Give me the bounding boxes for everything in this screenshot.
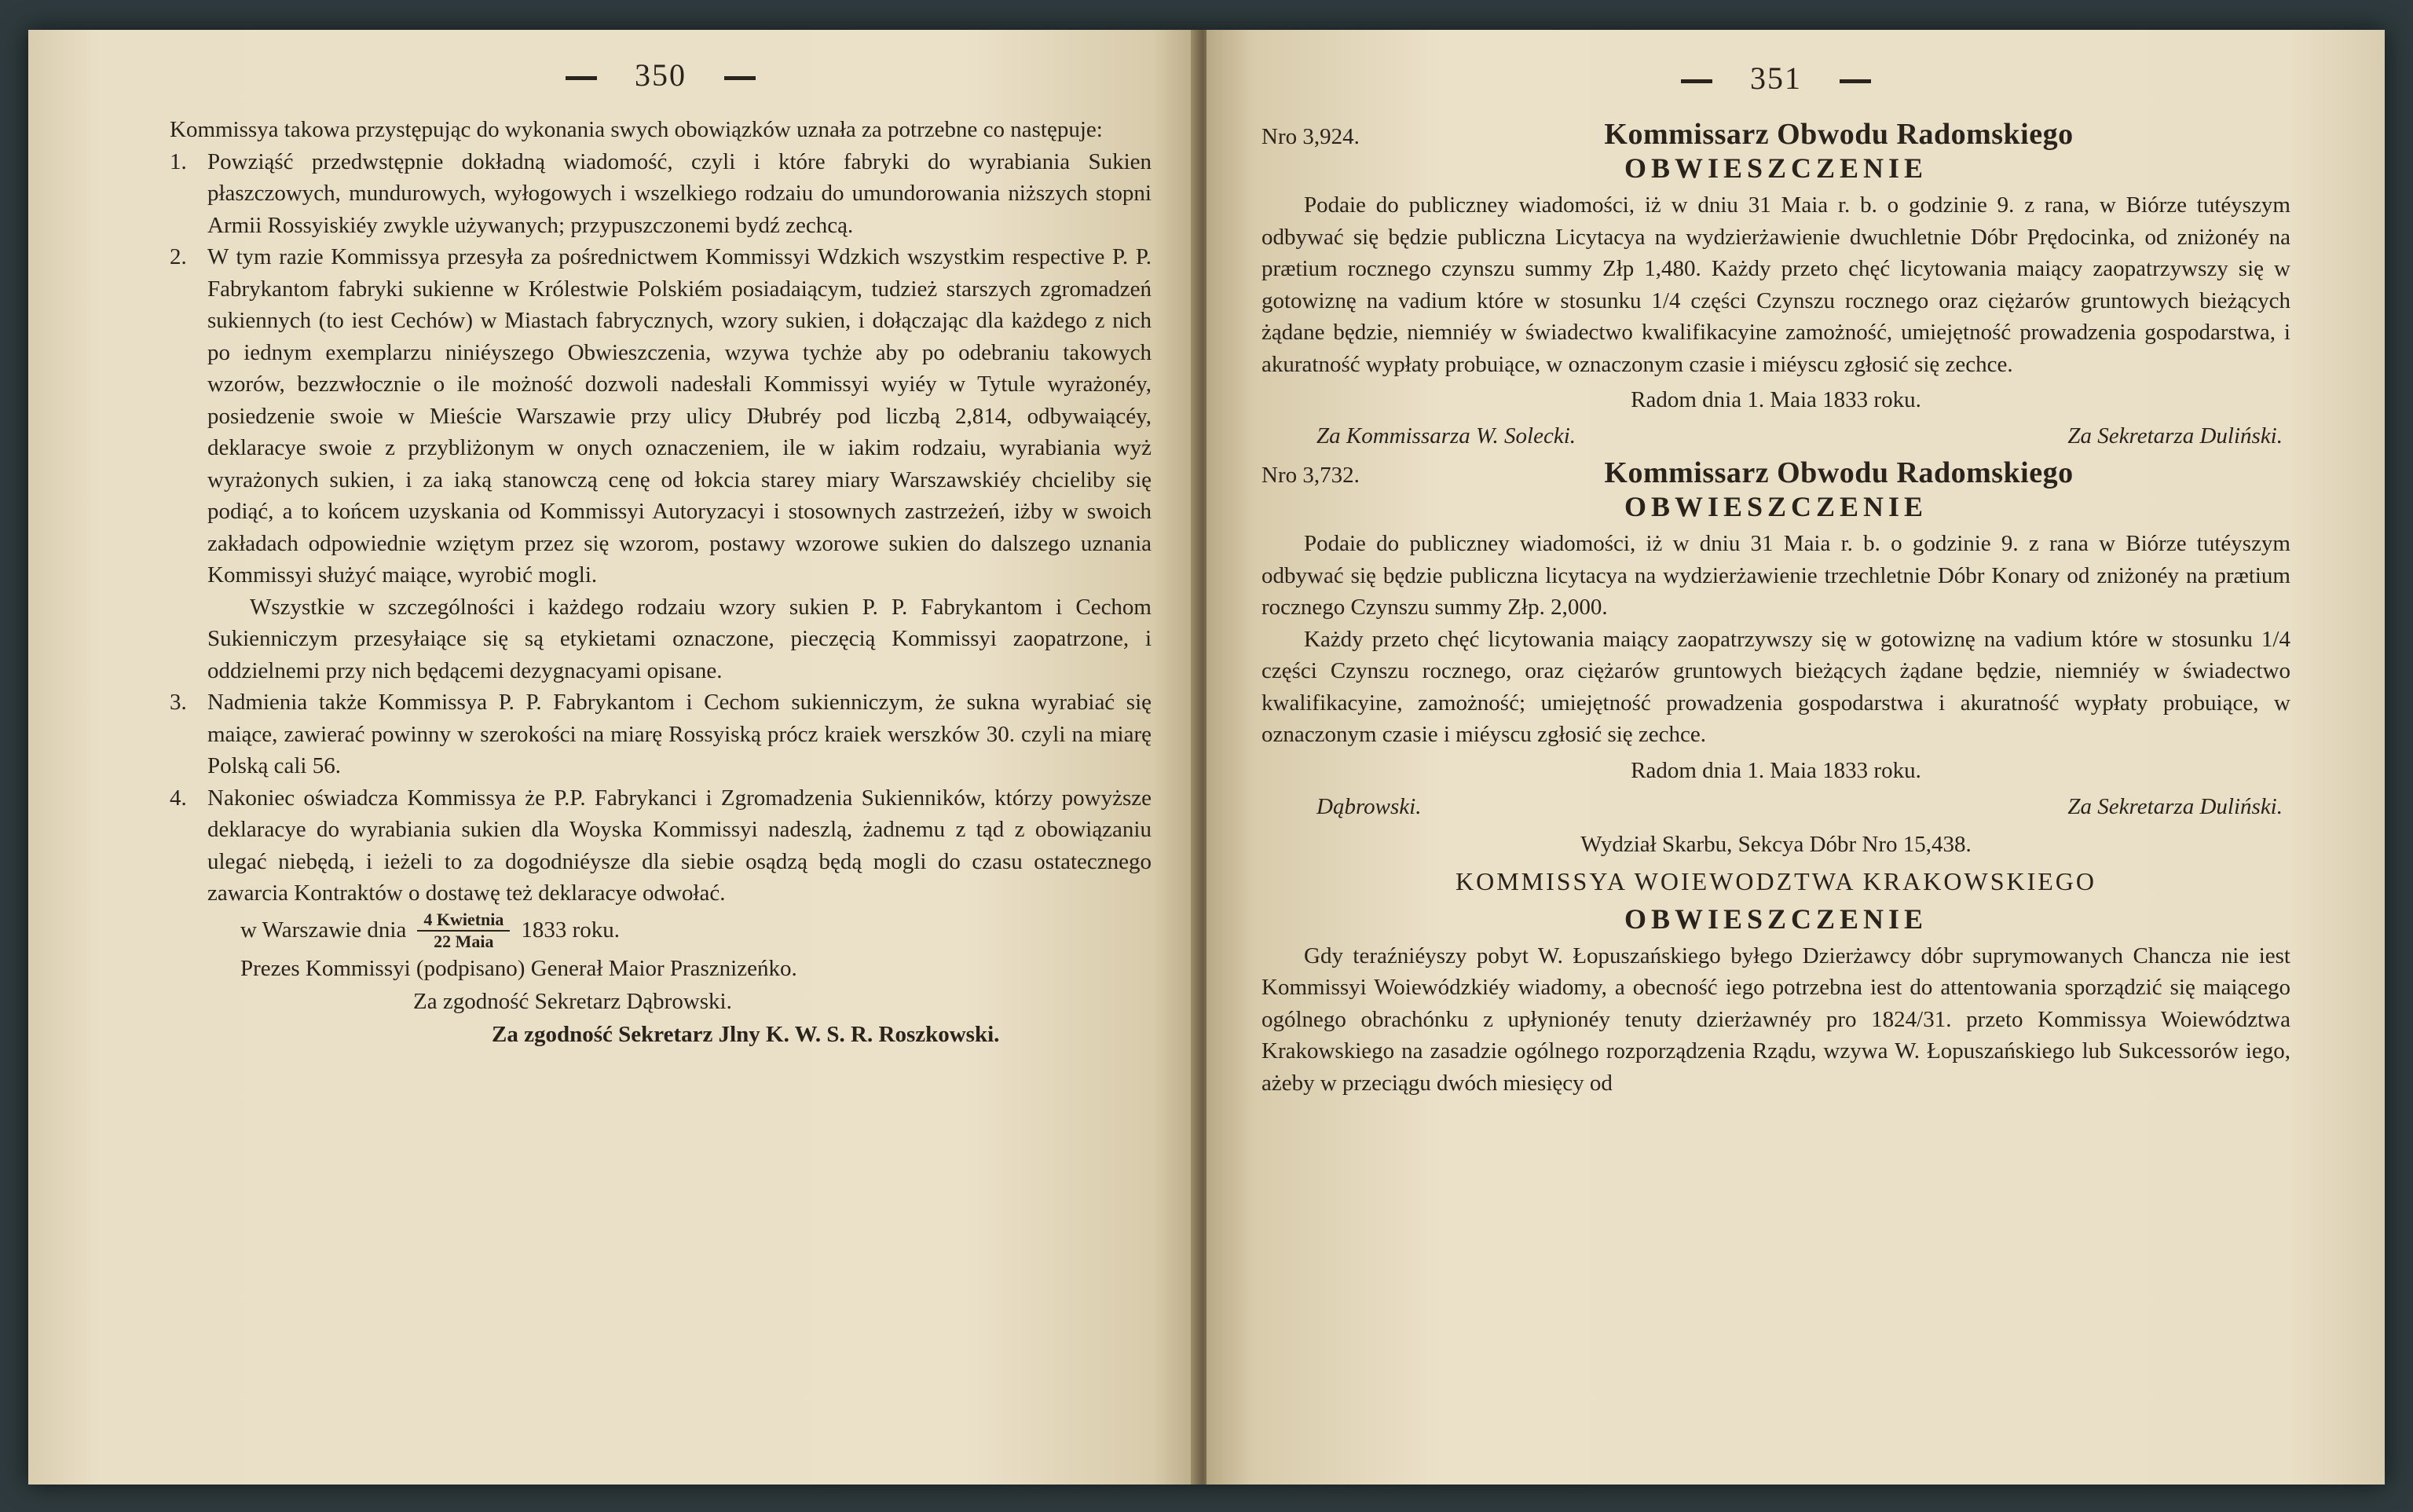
page-number: 351 xyxy=(1750,60,1802,96)
notice-number: Nro 3,924. xyxy=(1261,124,1360,149)
date-line xyxy=(240,910,1152,952)
notice-text: Podaie do publiczney wiadomości, iż w dniu 31 Maia r. b. o godzinie 9. z rana, w Biórze tutéyszym odbywać się będzie publiczna Licytacya na wydzierżawienie dwuchletnie Dóbr Prędocinka, od zniżonéy na prætium rocznego czynszu summy Złp 1,480. Każdy przeto chęć licytowania maiący zaopatrzywszy się w gotowiznę na vadium które w stosunku 1/4 części Czynszu rocznego oraz ciężarów gruntowych bieżących żądane będzie, niemniéy w świadectwo kwalifikacyine zamożność, umiejętność prowadzenia gospodarstwa, i akuratność wypłaty probuiące, w oznaczonym czasie i miéyscu zgłosić się zechce. xyxy=(1261,192,2290,377)
date-prefix: w Warszawie dnia xyxy=(240,917,407,943)
page-number: 350 xyxy=(635,57,687,93)
notice-date: Radom dnia 1. Maia 1833 roku. xyxy=(1631,387,1921,412)
signature-secretary: Za zgodność Sekretarz Dąbrowski. xyxy=(413,988,732,1014)
notice-text: Podaie do publiczney wiadomości, iż w dniu 31 Maia r. b. o godzinie 9. z rana w Biórze tutéyszym odbywać się będzie publiczna licytacya na wydzierżawienie trzechletnie Dóbr Konary od zniżonéy na prætium rocznego Czynszu summy Złp. 2,000. xyxy=(1261,531,2290,620)
page-header-left xyxy=(170,57,1152,93)
notice-2 xyxy=(1261,456,2290,823)
date-bottom: 22 Maia xyxy=(434,931,494,951)
signature-left: Dąbrowski. xyxy=(1316,793,1422,819)
notice-title: OBWIESZCZENIE xyxy=(1624,902,1928,935)
signature-right: Za Sekretarza Duliński. xyxy=(2067,793,2283,819)
right-page xyxy=(1206,30,2385,1485)
notice-signatures xyxy=(1261,790,2290,823)
left-page xyxy=(28,30,1199,1485)
date-suffix: 1833 roku. xyxy=(521,917,621,943)
notice-1 xyxy=(1261,117,2290,452)
header-dash xyxy=(1681,79,1712,83)
signature-secretary-2: Za zgodność Sekretarz Jlny K. W. S. R. Roszkowski. xyxy=(492,1021,1000,1047)
notice-number: Nro 3,732. xyxy=(1261,463,1360,488)
item-text: Nadmienia także Kommissya P. P. Fabrykantom i Cechom sukienniczym, że sukna wyrabiać się maiące, zawierać powinny w szerokości na miarę Rossyiską prócz kraiek werszków 30. czyli na miarę Polską cali 56. xyxy=(207,690,1152,778)
signature-president: Prezes Kommissyi (podpisano) Generał Maior Prasznizeńko. xyxy=(240,955,797,981)
signature-right: Za Sekretarza Duliński. xyxy=(2067,423,2283,448)
notice-text: Gdy teraźniéyszy pobyt W. Łopuszańskiego byłego Dzierżawcy dóbr suprymowanych Chancza nie iest Kommissyi Woiewódzkiéy wiadomy, a obecność iego potrzebna iest do attentowania sporządzić się maiącego ogólnego obrachónku z upłynionéy tenuty dzierżawnéy pro 1824/31. przeto Kommissya Woiewództwa Krakowskiego na zasadzie ogólnego rozporządzenia Rządu, wzywa W. Łopuszańskiego lub Sukcessorów iego, ażeby w przeciągu dwóch miesięcy od xyxy=(1261,943,2290,1096)
notice-signatures xyxy=(1261,419,2290,452)
list-item xyxy=(170,686,1152,782)
notice-text-2: Każdy przeto chęć licytowania maiący zaopatrzywszy się w gotowiznę na vadium które w stosunku 1/4 części Czynszu rocznego, oraz ciężarów gruntowych bieżących żądane będzie, niemniéy w świadectwo kwalifikacyine, zamożność; umiejętność prowadzenia gospodarstwa i akuratność wypłaty probuiące, w oznaczonym czasie i miéyscu zgłosić się zechce. xyxy=(1261,626,2290,747)
header-dash xyxy=(724,76,756,80)
notice-3 xyxy=(1261,828,2290,1100)
item-text: Powziąść przedwstępnie dokładną wiadomość, czyli i które fabryki do wyrabiania Sukien płaszczowych, mundurowych, wyłogowych i wszelkiego rodzaiu do umundorowania niższych stopni Armii Rossyiskiéy zwykle używanych; przypuszczonemi bydź zechcą. xyxy=(207,148,1152,238)
intro-paragraph: Kommissya takowa przystępując do wykonania swych obowiązków uznała za potrzebne co następuje: xyxy=(170,117,1103,142)
notice-department: Wydział Skarbu, Sekcya Dóbr Nro 15,438. xyxy=(1580,831,1972,857)
notice-heading xyxy=(1261,117,2290,152)
item-number: 4. xyxy=(170,785,187,811)
item-number: 2. xyxy=(170,244,187,269)
item-text: Nakoniec oświadcza Kommissya że P.P. Fabrykanci i Zgromadzenia Sukienników, którzy powyższe deklaracye do wyrabiania sukien dla Woyska Kommissyi nadeszlą, żadnemu z tąd z obowiązaniu ulegać niebędą, i ieżeli to za dogodniéysze dla siebie osądzą będą mogli do czasu ostatecznego zawarcia Kontraktów o dostawę też deklaracye odwołać. xyxy=(207,785,1152,906)
notice-office: KOMMISSYA WOIEWODZTWA KRAKOWSKIEGO xyxy=(1455,866,2097,895)
header-dash xyxy=(1840,79,1871,83)
book-spread xyxy=(28,30,2385,1485)
notice-heading xyxy=(1261,456,2290,490)
item-number: 1. xyxy=(170,148,187,174)
header-dash xyxy=(566,76,597,80)
list-item xyxy=(170,782,1152,910)
list-item xyxy=(170,241,1152,686)
date-top: 4 Kwietnia xyxy=(417,910,510,932)
list-item xyxy=(170,146,1152,242)
notice-title: OBWIESZCZENIE xyxy=(1624,152,1928,184)
signature-left: Za Kommissarza W. Solecki. xyxy=(1316,423,1576,448)
date-fraction xyxy=(417,910,510,952)
notice-title: OBWIESZCZENIE xyxy=(1624,491,1928,522)
notice-office: Kommissarz Obwodu Radomskiego xyxy=(1604,118,2074,151)
notice-office: Kommissarz Obwodu Radomskiego xyxy=(1604,456,2074,489)
item-number: 3. xyxy=(170,690,187,715)
notice-date: Radom dnia 1. Maia 1833 roku. xyxy=(1631,757,1921,783)
item-text: W tym razie Kommissya przesyła za pośrednictwem Kommissyi Wdzkich wszystkim respective P. P. Fabrykantom fabryki sukienne w Królestwie Polskiém posiadaiącym, tudzież starszych zgromadzeń sukiennych (to iest Cechów) w Miastach fabrycznych, wzory sukien, i dołączając dla każdego z nich po iednym exemplarzu niniéyszego Obwieszczenia, wzywa tychże aby po odebraniu takowych wzorów, bezzwłocznie o ile możność dozwoli nadesłali Kommissyi wyiéy w Tytule wyrażonéy, posiedzenie swoie w Mieście Warszawie przy ulicy Dłubréy pod liczbą 2,814, odbywaiącéy, deklaracye swoie z przybliżonym w onych oznaczeniem, ile w iakim rodzaiu, wyrabiania wyż wyrażonych sukien, i za iaką stanowczą cenę od łokcia starey miary Warszawskiéy chcieliby się podiąć, a to końcem uzyskania od Kommissyi Autoryzacyi i stosownych zastrzeżeń, iżby w swoich zakładach odpowiednie wziętym przez się wzorom, postawy wzorowe sukien do dalszego uznania Kommissyi służyć maiące, wyrobić mogli. xyxy=(207,244,1152,588)
page-header-right xyxy=(1261,60,2290,97)
item-extra-text: Wszystkie w szczególności i każdego rodzaiu wzory sukien P. P. Fabrykantom i Cechom Sukienniczym przesyłaiące się są etykietami oznaczone, pieczęcią Kommissyi zaopatrzone, i oddzielnemi przy nich będącemi dezygnacyami opisane. xyxy=(207,594,1152,683)
